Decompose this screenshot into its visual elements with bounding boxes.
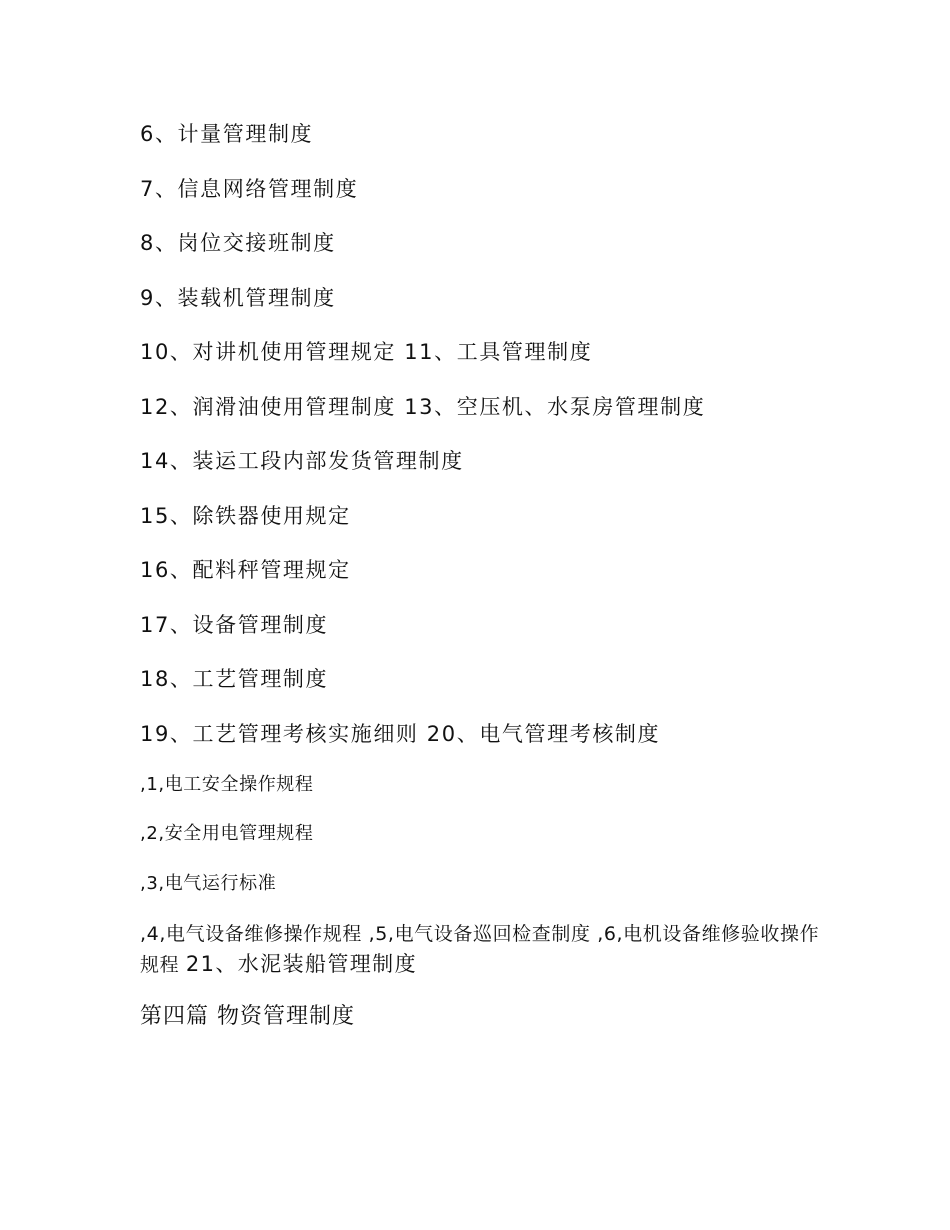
item-21: 21、水泥装船管理制度 <box>185 952 417 976</box>
item-14: 14、装运工段内部发货管理制度 <box>140 449 464 473</box>
section-heading: 第四篇 物资管理制度 <box>140 1004 355 1029</box>
sub-item-1: ,1,电工安全操作规程 <box>140 774 314 795</box>
item-7: 7、信息网络管理制度 <box>140 177 359 201</box>
item-17: 17、设备管理制度 <box>140 613 329 637</box>
item-6: 6、计量管理制度 <box>140 122 314 146</box>
item-8: 8、岗位交接班制度 <box>140 231 336 255</box>
item-18: 18、工艺管理制度 <box>140 667 329 691</box>
sub-item-3: ,3,电气运行标准 <box>140 873 277 894</box>
item-15: 15、除铁器使用规定 <box>140 504 351 528</box>
item-12-13: 12、润滑油使用管理制度 13、空压机、水泵房管理制度 <box>140 395 706 419</box>
sub-item-2: ,2,安全用电管理规程 <box>140 823 314 844</box>
combined-sub-items: ,4,电气设备维修操作规程 ,5,电气设备巡回检查制度 ,6,电机设备维修验收操作规程 <box>140 923 820 976</box>
item-10-11: 10、对讲机使用管理规定 11、工具管理制度 <box>140 340 593 364</box>
item-9: 9、装载机管理制度 <box>140 286 336 310</box>
item-19-20: 19、工艺管理考核实施细则 20、电气管理考核制度 <box>140 722 661 746</box>
combined-paragraph <box>140 919 820 980</box>
item-16: 16、配料秤管理规定 <box>140 558 351 582</box>
